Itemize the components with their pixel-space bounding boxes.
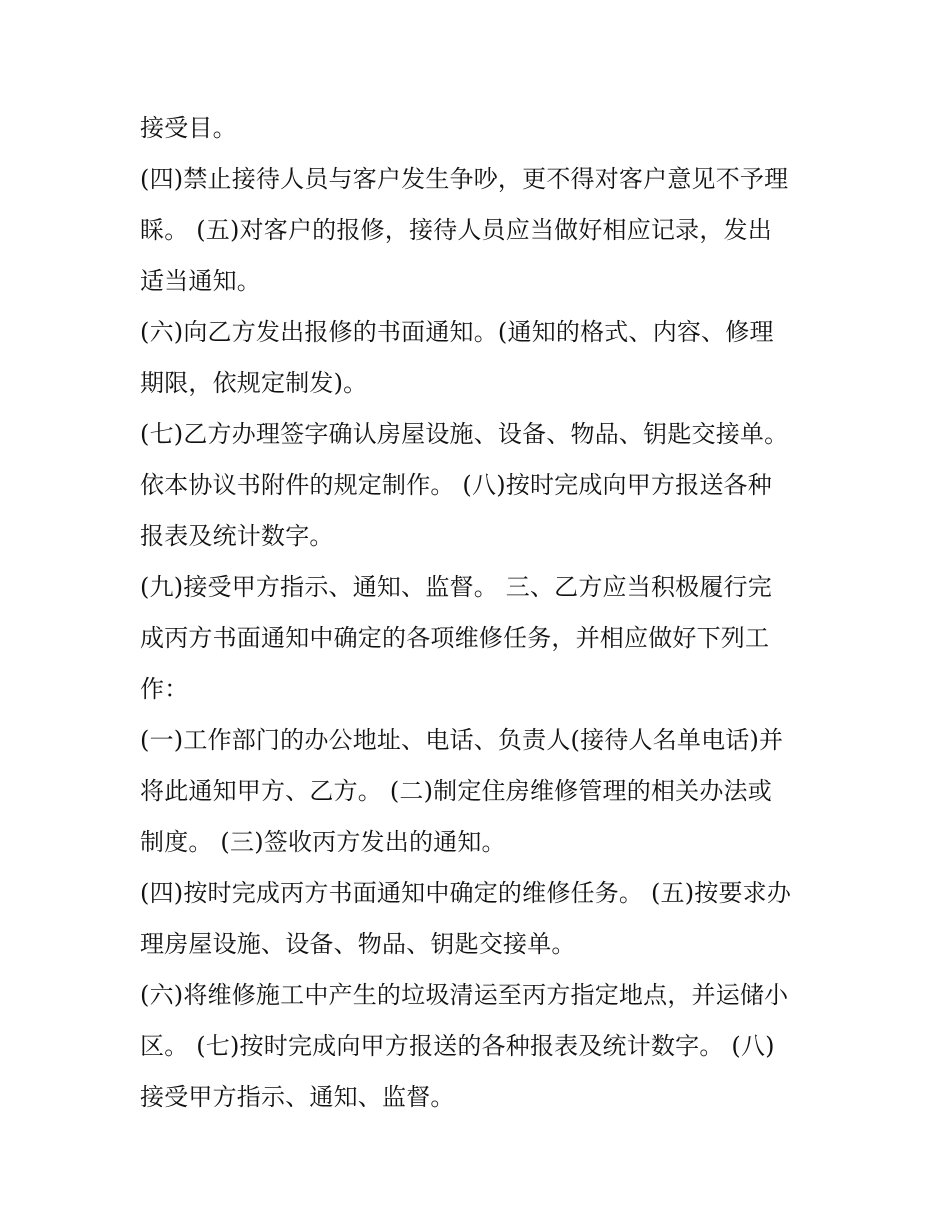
text-line-11: 成丙方书面通知中确定的各项维修任务，并相应做好下列工	[140, 624, 770, 652]
text-line-20: 接受甲方指示、通知、监督。	[140, 1083, 455, 1111]
text-line-7: (七)乙方办理签字确认房屋设施、设备、物品、钥匙交接单。	[140, 420, 789, 448]
text-line-17: 理房屋设施、设备、物品、钥匙交接单。	[140, 930, 576, 958]
text-line-6: 期限，依规定制发)。	[140, 369, 368, 397]
text-line-9: 报表及统计数字。	[140, 522, 334, 550]
text-line-19: 区。 (七)按时完成向甲方报送的各种报表及统计数字。 (八)	[140, 1032, 775, 1060]
text-line-1: 接受目。	[140, 114, 237, 142]
document-body	[140, 103, 820, 1123]
text-line-2: (四)禁止接待人员与客户发生争吵，更不得对客户意见不予理	[140, 165, 789, 193]
text-line-5: (六)向乙方发出报修的书面通知。(通知的格式、内容、修理	[140, 318, 774, 346]
text-line-8: 依本协议书附件的规定制作。 (八)按时完成向甲方报送各种	[140, 471, 772, 499]
text-line-16: (四)按时完成丙方书面通知中确定的维修任务。 (五)按要求办	[140, 879, 792, 907]
text-line-15: 制度。 (三)签收丙方发出的通知。	[140, 828, 506, 856]
text-line-4: 适当通知。	[140, 267, 261, 295]
text-line-10: (九)接受甲方指示、通知、监督。 三、乙方应当积极履行完	[140, 573, 772, 601]
text-line-18: (六)将维修施工中产生的垃圾清运至丙方指定地点，并运储小	[140, 981, 789, 1009]
text-line-3: 睬。 (五)对客户的报修，接待人员应当做好相应记录，发出	[140, 216, 772, 244]
text-line-14: 将此通知甲方、乙方。 (二)制定住房维修管理的相关办法或	[140, 777, 772, 805]
text-line-12: 作：	[140, 675, 189, 703]
text-line-13: (一)工作部门的办公地址、电话、负责人(接待人名单电话)并	[140, 726, 784, 754]
